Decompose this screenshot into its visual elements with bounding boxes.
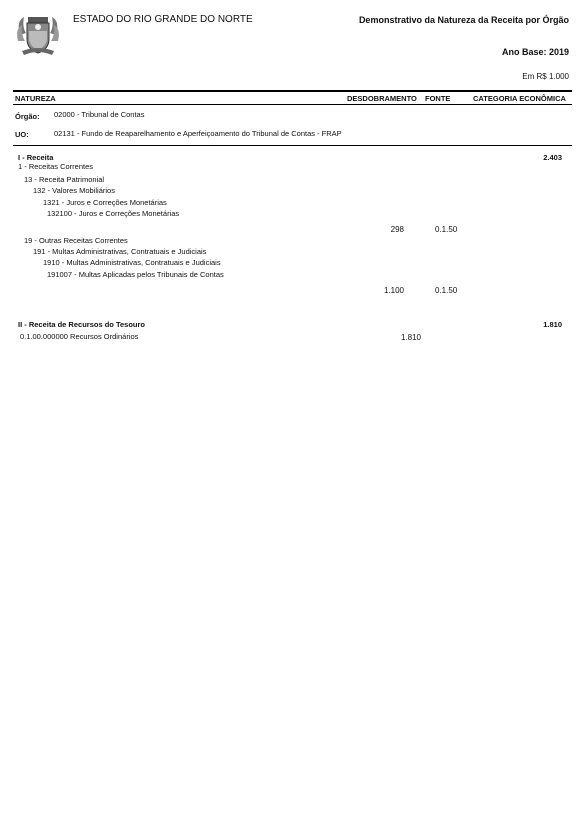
desdobramento-value: 1.100 bbox=[383, 286, 404, 295]
tesouro-total: 1.810 bbox=[543, 320, 562, 329]
fonte-value: 0.1.50 bbox=[435, 225, 458, 234]
list-item: 19 - Outras Receitas Correntes bbox=[24, 236, 128, 245]
base-year: Ano Base: 2019 bbox=[501, 47, 569, 57]
header-bottom-rule bbox=[13, 104, 572, 105]
orgao-value: 02000 - Tribunal de Contas bbox=[54, 110, 145, 119]
column-desdobramento: DESDOBRAMENTO bbox=[347, 94, 417, 103]
list-item: 0.1.00.000000 Recursos Ordinários bbox=[20, 332, 139, 341]
list-item: 1321 - Juros e Correções Monetárias bbox=[43, 198, 167, 207]
column-categoria-economica: CATEGORIA ECONÔMICA bbox=[473, 94, 566, 103]
uo-label: UO: bbox=[15, 130, 29, 139]
orgao-label: Órgão: bbox=[15, 112, 40, 121]
desdobramento-value: 1.810 bbox=[400, 333, 421, 342]
column-fonte: FONTE bbox=[425, 94, 451, 103]
list-item: 191 - Multas Administrativas, Contratuais e Judiciais bbox=[33, 247, 207, 256]
uo-value: 02131 - Fundo de Reaparelhamento e Aperfeiçoamento do Tribunal de Contas - FRAP bbox=[54, 129, 342, 138]
fonte-value: 0.1.50 bbox=[435, 286, 458, 295]
list-item: 13 - Receita Patrimonial bbox=[24, 175, 105, 184]
list-item: 191007 - Multas Aplicadas pelos Tribunais de Contas bbox=[47, 270, 224, 279]
state-coat-of-arms-icon bbox=[14, 11, 62, 59]
column-natureza: NATUREZA bbox=[15, 94, 56, 103]
receita-section-title: I - Receita bbox=[18, 153, 54, 162]
receita-total: 2.403 bbox=[543, 153, 562, 162]
report-title: Demonstrativo da Natureza da Receita por Órgão bbox=[358, 15, 569, 25]
section-rule bbox=[13, 145, 572, 146]
tesouro-section-title: II - Receita de Recursos do Tesouro bbox=[18, 320, 145, 329]
list-item: 1 - Receitas Correntes bbox=[18, 162, 94, 171]
list-item: 132100 - Juros e Correções Monetárias bbox=[47, 209, 180, 218]
list-item: 132 - Valores Mobiliários bbox=[33, 186, 115, 195]
desdobramento-value: 298 bbox=[390, 225, 404, 234]
header-top-rule bbox=[13, 90, 572, 92]
list-item: 1910 - Multas Administrativas, Contratuais e Judiciais bbox=[43, 258, 221, 267]
state-name: ESTADO DO RIO GRANDE DO NORTE bbox=[73, 14, 253, 25]
currency-unit: Em R$ 1.000 bbox=[522, 72, 569, 81]
